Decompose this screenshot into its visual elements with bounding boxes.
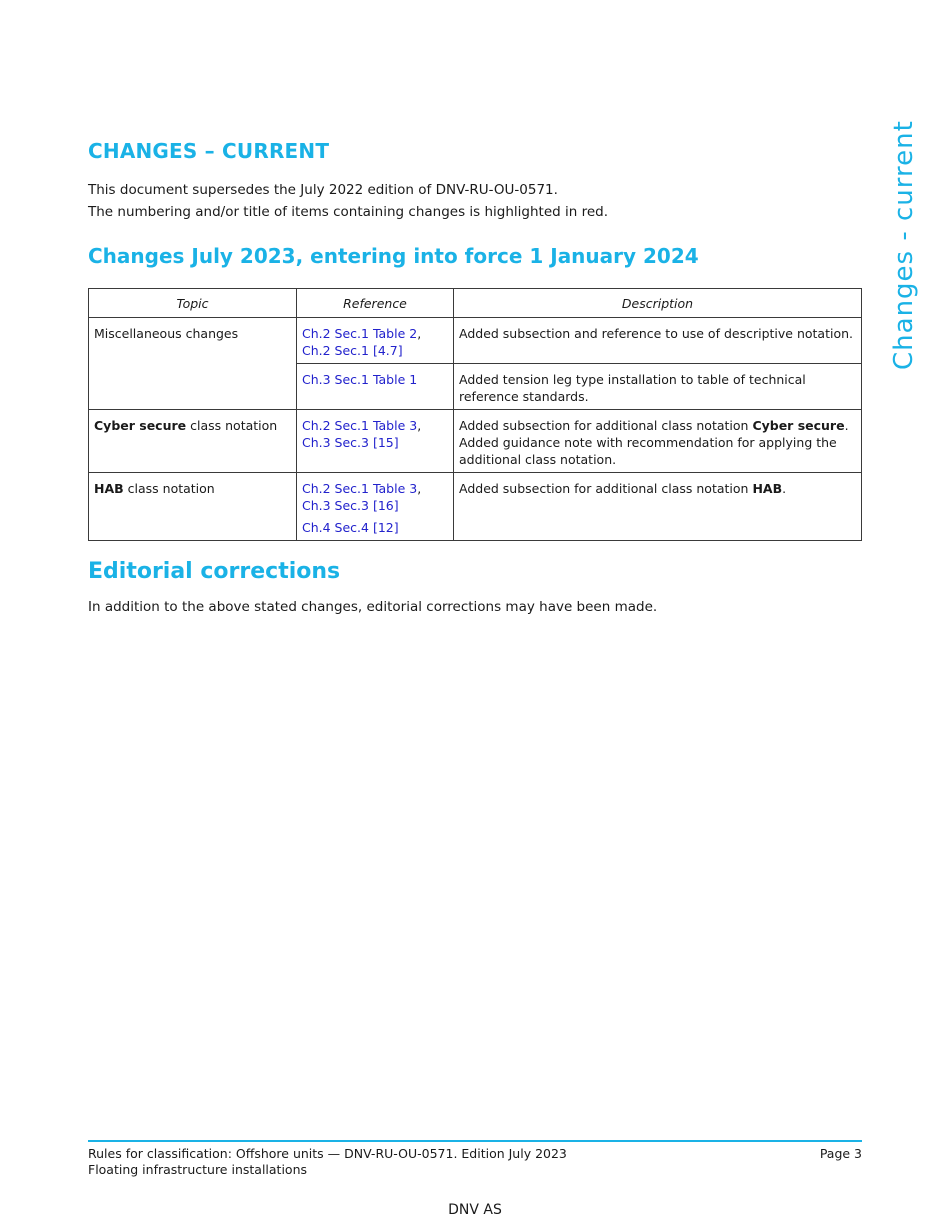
header-reference: Reference: [297, 289, 454, 318]
reference-cell: [297, 410, 454, 473]
page-number: Page 3: [819, 1146, 862, 1161]
reference-cell: [297, 364, 454, 410]
header-topic: Topic: [89, 289, 297, 318]
reference-link[interactable]: Ch.3 Sec.3 [15]: [302, 435, 399, 450]
description-text: Added subsection for additional class notation: [459, 418, 753, 433]
reference-cell: [297, 473, 454, 541]
table-row: [89, 473, 862, 541]
description-cell: [454, 364, 862, 410]
reference-link[interactable]: Ch.3 Sec.3 [16]: [302, 498, 399, 513]
topic-cell: [89, 410, 297, 473]
topic-text: class notation: [123, 481, 215, 496]
topic-cell: [89, 473, 297, 541]
changes-heading: Changes July 2023, entering into force 1 January 2024: [88, 244, 699, 268]
editorial-text: In addition to the above stated changes, editorial corrections may have been made.: [88, 599, 658, 615]
reference-link[interactable]: Ch.3 Sec.1 Table 1: [302, 372, 418, 387]
description-cell: [454, 473, 862, 541]
intro-text: [88, 179, 608, 223]
topic-bold: HAB: [94, 481, 124, 496]
editorial-heading: Editorial corrections: [88, 559, 341, 584]
table-row: [89, 318, 862, 364]
header-description: Description: [454, 289, 862, 318]
reference-link[interactable]: Ch.2 Sec.1 [4.7]: [302, 343, 403, 358]
footer-document-info: [88, 1146, 567, 1178]
table-row: [89, 410, 862, 473]
side-section-tab: Changes - current: [889, 120, 919, 370]
description-cell: [454, 410, 862, 473]
reference-link[interactable]: Ch.2 Sec.1 Table 3: [302, 481, 418, 496]
intro-line: The numbering and/or title of items containing changes is highlighted in red.: [88, 204, 609, 220]
company-name: DNV AS: [448, 1202, 502, 1218]
changes-table: [88, 288, 862, 541]
description-text: .: [782, 481, 787, 496]
topic-bold: Cyber secure: [94, 418, 187, 433]
table-header-row: [89, 289, 862, 318]
topic-text: Miscellaneous changes: [94, 326, 239, 341]
footer-divider: [88, 1140, 862, 1142]
description-text: . Added guidance note with recommendation for applying the additional class notation.: [459, 418, 849, 467]
reference-separator: ,: [417, 418, 422, 433]
reference-link[interactable]: Ch.2 Sec.1 Table 3: [302, 418, 418, 433]
topic-cell: [89, 318, 297, 410]
footer-line: Floating infrastructure installations: [88, 1162, 308, 1177]
reference-separator: ,: [417, 481, 422, 496]
description-cell: [454, 318, 862, 364]
description-text: Added subsection for additional class notation: [459, 481, 753, 496]
description-bold: Cyber secure: [752, 418, 845, 433]
description-bold: HAB: [752, 481, 783, 496]
footer-line: Rules for classification: Offshore units — DNV-RU-OU-0571. Edition July 2023: [88, 1146, 567, 1161]
reference-separator: ,: [417, 326, 422, 341]
reference-link[interactable]: Ch.4 Sec.4 [12]: [302, 520, 399, 535]
reference-cell: [297, 318, 454, 364]
description-text: Added subsection and reference to use of descriptive notation.: [459, 326, 853, 341]
description-text: Added tension leg type installation to table of technical reference standards.: [459, 372, 806, 404]
section-title: CHANGES – CURRENT: [88, 139, 330, 163]
intro-line: This document supersedes the July 2022 edition of DNV-RU-OU-0571.: [88, 182, 558, 198]
reference-link[interactable]: Ch.2 Sec.1 Table 2: [302, 326, 418, 341]
topic-text: class notation: [186, 418, 278, 433]
